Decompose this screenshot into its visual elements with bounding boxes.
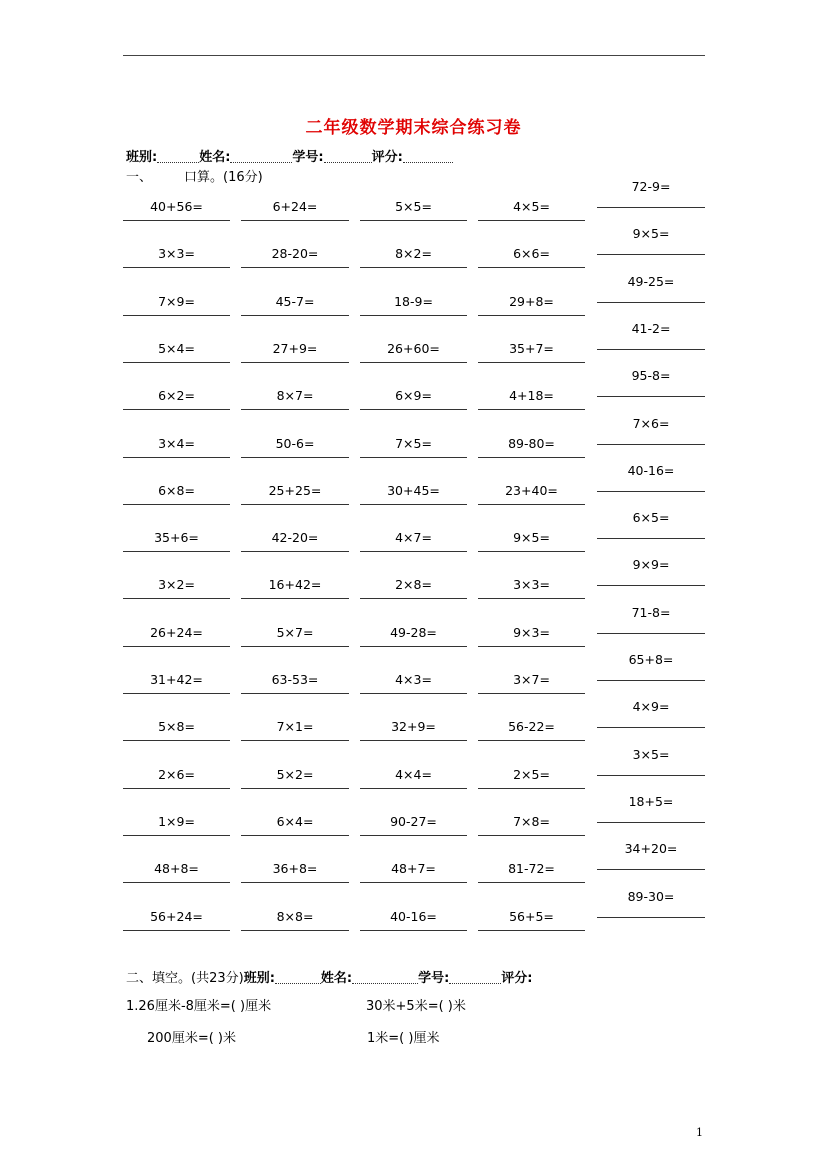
oral-problem-r1-c5[interactable]: 72-9= [597,180,705,208]
oral-problem-r10-c5[interactable]: 71-8= [597,606,705,634]
oral-problem-r8-c2[interactable]: 42-20= [241,524,349,552]
class-blank-2[interactable] [275,971,321,984]
name-blank-2[interactable] [352,971,418,984]
page-title: 二年级数学期末综合练习卷 [305,118,522,138]
oral-problem-r3-c1[interactable]: 7×9= [123,288,230,316]
oral-problem-r10-c1[interactable]: 26+24= [123,619,230,647]
oral-problem-r16-c3[interactable]: 40-16= [360,903,467,931]
oral-problem-r14-c1[interactable]: 1×9= [123,808,230,836]
oral-problem-r15-c2[interactable]: 36+8= [241,855,349,883]
number-blank[interactable] [324,150,372,163]
oral-problem-r6-c2[interactable]: 50-6= [241,430,349,458]
oral-problem-r1-c1[interactable]: 40+56= [123,193,230,221]
oral-problem-r16-c2[interactable]: 8×8= [241,903,349,931]
section-1-number: 一、 [126,170,153,185]
oral-problem-r2-c3[interactable]: 8×2= [360,240,467,268]
oral-problem-r13-c2[interactable]: 5×2= [241,761,349,789]
number-label-2: 学号: [418,971,450,986]
header-rule [123,55,705,56]
fill-question-1a: 1.26厘米-8厘米=( )厘米 [126,999,272,1014]
oral-problem-r13-c5[interactable]: 3×5= [597,748,705,776]
oral-problem-r9-c4[interactable]: 3×3= [478,571,585,599]
oral-problem-r15-c1[interactable]: 48+8= [123,855,230,883]
oral-problem-r7-c2[interactable]: 25+25= [241,477,349,505]
oral-problem-r6-c1[interactable]: 3×4= [123,430,230,458]
oral-problem-r8-c3[interactable]: 4×7= [360,524,467,552]
oral-problem-r10-c3[interactable]: 49-28= [360,619,467,647]
oral-problem-r4-c5[interactable]: 41-2= [597,322,705,350]
page-number: 1 [696,1126,703,1139]
oral-problem-r1-c2[interactable]: 6+24= [241,193,349,221]
oral-problem-r2-c5[interactable]: 9×5= [597,227,705,255]
oral-problem-r7-c3[interactable]: 30+45= [360,477,467,505]
name-label: 姓名: [199,150,231,165]
number-label: 学号: [292,150,324,165]
oral-problem-r12-c2[interactable]: 7×1= [241,713,349,741]
oral-problem-r3-c4[interactable]: 29+8= [478,288,585,316]
oral-problem-r3-c3[interactable]: 18-9= [360,288,467,316]
oral-problem-r15-c3[interactable]: 48+7= [360,855,467,883]
class-label: 班别: [126,150,158,165]
oral-problem-r16-c5[interactable]: 89-30= [597,890,705,918]
name-blank[interactable] [230,150,292,163]
oral-problem-r14-c5[interactable]: 18+5= [597,795,705,823]
oral-problem-r9-c2[interactable]: 16+42= [241,571,349,599]
oral-problem-r9-c3[interactable]: 2×8= [360,571,467,599]
oral-problem-r11-c2[interactable]: 63-53= [241,666,349,694]
oral-problem-r2-c1[interactable]: 3×3= [123,240,230,268]
oral-problem-r5-c3[interactable]: 6×9= [360,382,467,410]
class-label-2: 班别: [243,971,275,986]
oral-problem-r15-c5[interactable]: 34+20= [597,842,705,870]
fill-question-2b: 1米=( )厘米 [367,1031,440,1046]
oral-problem-r14-c3[interactable]: 90-27= [360,808,467,836]
student-info-line [126,146,453,165]
oral-problem-r11-c3[interactable]: 4×3= [360,666,467,694]
score-label: 评分: [371,150,403,165]
oral-problem-r13-c3[interactable]: 4×4= [360,761,467,789]
oral-problem-r5-c2[interactable]: 8×7= [241,382,349,410]
oral-problem-r13-c1[interactable]: 2×6= [123,761,230,789]
section-2-title: 二、填空。(共23分) [126,971,244,986]
oral-problem-r9-c1[interactable]: 3×2= [123,571,230,599]
oral-problem-r11-c4[interactable]: 3×7= [478,666,585,694]
oral-problem-r11-c5[interactable]: 65+8= [597,653,705,681]
section-1-heading [126,166,263,185]
oral-problem-r16-c4[interactable]: 56+5= [478,903,585,931]
oral-problem-r14-c2[interactable]: 6×4= [241,808,349,836]
score-blank[interactable] [403,150,453,163]
fill-question-2a: 200厘米=( )米 [147,1031,236,1046]
oral-problem-r15-c4[interactable]: 81-72= [478,855,585,883]
oral-problem-r5-c1[interactable]: 6×2= [123,382,230,410]
section-2-heading-line [126,967,533,986]
oral-problem-r9-c5[interactable]: 9×9= [597,558,705,586]
oral-problem-r5-c5[interactable]: 95-8= [597,369,705,397]
oral-problem-r6-c3[interactable]: 7×5= [360,430,467,458]
oral-problem-r11-c1[interactable]: 31+42= [123,666,230,694]
oral-problem-r4-c4[interactable]: 35+7= [478,335,585,363]
oral-problem-r16-c1[interactable]: 56+24= [123,903,230,931]
oral-problem-r10-c2[interactable]: 5×7= [241,619,349,647]
fill-question-1b: 30米+5米=( )米 [366,999,466,1014]
oral-problem-r12-c3[interactable]: 32+9= [360,713,467,741]
oral-problem-r7-c5[interactable]: 40-16= [597,464,705,492]
oral-problem-r2-c4[interactable]: 6×6= [478,240,585,268]
oral-problem-r12-c5[interactable]: 4×9= [597,700,705,728]
number-blank-2[interactable] [449,971,501,984]
oral-problem-r12-c4[interactable]: 56-22= [478,713,585,741]
oral-problem-r8-c1[interactable]: 35+6= [123,524,230,552]
oral-problem-r6-c5[interactable]: 7×6= [597,417,705,445]
section-1-title: 口算。(16分) [184,170,263,185]
oral-problem-r7-c1[interactable]: 6×8= [123,477,230,505]
class-blank[interactable] [157,150,199,163]
oral-problem-r2-c2[interactable]: 28-20= [241,240,349,268]
oral-problem-r10-c4[interactable]: 9×3= [478,619,585,647]
oral-problem-r14-c4[interactable]: 7×8= [478,808,585,836]
oral-problem-r1-c4[interactable]: 4×5= [478,193,585,221]
oral-problem-r5-c4[interactable]: 4+18= [478,382,585,410]
oral-problem-r8-c5[interactable]: 6×5= [597,511,705,539]
oral-problem-r6-c4[interactable]: 89-80= [478,430,585,458]
oral-problem-r4-c3[interactable]: 26+60= [360,335,467,363]
name-label-2: 姓名: [320,971,353,986]
oral-problem-r8-c4[interactable]: 9×5= [478,524,585,552]
oral-problem-r13-c4[interactable]: 2×5= [478,761,585,789]
oral-problem-r12-c1[interactable]: 5×8= [123,713,230,741]
oral-problem-r7-c4[interactable]: 23+40= [478,477,585,505]
oral-problem-r3-c5[interactable]: 49-25= [597,275,705,303]
oral-problem-r4-c2[interactable]: 27+9= [241,335,349,363]
oral-problem-r4-c1[interactable]: 5×4= [123,335,230,363]
score-label-2: 评分: [501,971,533,986]
oral-problem-r3-c2[interactable]: 45-7= [241,288,349,316]
oral-problem-r1-c3[interactable]: 5×5= [360,193,467,221]
